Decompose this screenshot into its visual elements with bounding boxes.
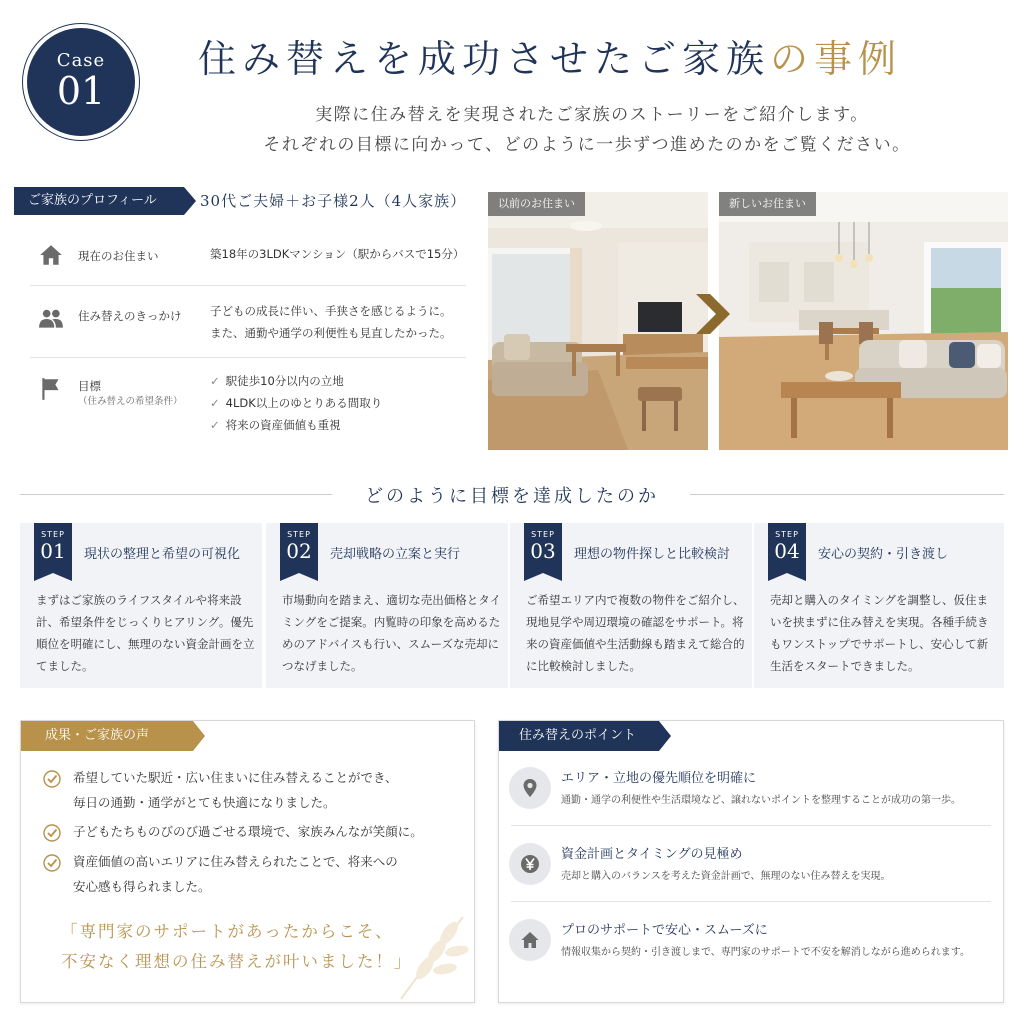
location-pin-icon <box>520 778 540 798</box>
goal-check-item: ✓ 将来の資産価値も重視 <box>210 418 341 432</box>
point-separator <box>511 825 991 826</box>
goal-check-item: ✓ 4LDK以上のゆとりある間取り <box>210 396 382 410</box>
profile-label <box>78 378 183 410</box>
step-badge <box>34 523 72 573</box>
photo-before <box>488 192 708 450</box>
voice-item <box>43 819 463 844</box>
step-number: 04 <box>774 539 800 563</box>
profile-label: 現在のお住まい <box>78 249 159 263</box>
voice-panel <box>20 720 475 1003</box>
steps-heading: どのように目標を達成したのか <box>365 486 659 507</box>
step-word: STEP <box>41 530 65 539</box>
voice-line: 安心感も得られました。 <box>73 879 211 894</box>
quote-line-1: 「専門家のサポートがあったからこそ、 <box>61 922 394 941</box>
house-icon <box>38 242 64 268</box>
profile-value: 築18年の3LDKマンション（駅からバスで15分） <box>210 247 465 261</box>
page-title <box>198 28 902 83</box>
goal-sublabel: （住み替えの希望条件） <box>78 396 183 407</box>
step-word: STEP <box>287 530 311 539</box>
goal-checklist <box>210 370 382 436</box>
profile-row-goal <box>30 358 466 448</box>
subtitle-line-1: 実際に住み替えを実現されたご家族のストーリーをご紹介します。 <box>315 105 869 125</box>
profile-value-line-1: 子どもの成長に伴い、手狭さを感じるように。 <box>210 304 452 318</box>
profile-value <box>210 300 452 344</box>
step-description: ご希望エリア内で複数の物件をご紹介し、現地見学や周辺環境の確認をサポート。将来の資産価値や生活動線も踏まえて総合的に比較検討しました。 <box>526 593 745 673</box>
divider-line-right <box>690 494 1004 495</box>
photo-after <box>719 192 1008 450</box>
step-title: 現状の整理と希望の可視化 <box>84 547 241 562</box>
quote-line-2: 不安なく理想の住み替えが叶いました！」 <box>61 952 413 971</box>
after-room-illustration <box>719 192 1008 450</box>
title-accent: の事例 <box>770 37 903 81</box>
flag-icon <box>38 376 64 402</box>
step-description: 市場動向を踏まえ、適切な売出価格とタイミングをご提案。内覧時の印象を高めるためのアドバイスも行い、スムーズな売却につなげました。 <box>282 593 501 673</box>
step-badge <box>524 523 562 573</box>
points-tag: 住み替えのポイント <box>499 721 659 751</box>
step-word: STEP <box>531 530 555 539</box>
goal-check-item: ✓ 駅徒歩10分以内の立地 <box>210 374 344 388</box>
photo-after-label: 新しいお住まい <box>719 192 816 216</box>
step-badge <box>280 523 318 573</box>
case-number: 01 <box>56 69 106 113</box>
point-description: 売却と購入のバランスを考えた資金計画で、無理のない住み替えを実現。 <box>561 871 891 882</box>
voice-item <box>43 849 463 899</box>
step-card-2 <box>266 523 508 688</box>
title-main: 住み替えを成功させたご家族 <box>198 37 771 81</box>
point-icon-circle <box>509 919 551 961</box>
voice-line: 毎日の通勤・通学がとても快適になりました。 <box>73 795 336 810</box>
subtitle-line-2: それぞれの目標に向かって、どのように一歩ずつ進めたのかをご覧ください。 <box>263 135 911 155</box>
point-title: プロのサポートで安心・スムーズに <box>561 923 768 938</box>
profile-family: 30代ご夫婦＋お子様2人（4人家族） <box>200 192 467 210</box>
profile-value-line-2: また、通勤や通学の利便性も見直したかった。 <box>210 326 452 340</box>
profile-row-trigger <box>30 286 466 358</box>
point-title: エリア・立地の優先順位を明確に <box>561 771 757 786</box>
point-description: 情報収集から契約・引き渡しまで、専門家のサポートで不安を解消しながら進められます。 <box>561 947 970 958</box>
chevron-right-icon <box>696 294 730 334</box>
check-circle-icon <box>43 770 61 788</box>
step-title: 理想の物件探しと比較検討 <box>574 547 731 562</box>
profile-label: 住み替えのきっかけ <box>78 309 182 323</box>
point-title: 資金計画とタイミングの見極め <box>561 847 743 862</box>
profile-tag: ご家族のプロフィール <box>14 187 184 215</box>
step-description: 売却と購入のタイミングを調整し、仮住まいを挟まずに住み替えを実現。各種手続きもワンストップでサポートし、安心して新生活をスタートできました。 <box>770 593 989 673</box>
points-panel <box>498 720 1004 1003</box>
step-number: 02 <box>286 539 312 563</box>
point-icon-circle <box>509 767 551 809</box>
voice-line: 資産価値の高いエリアに住み替えられたことで、将来への <box>73 854 398 869</box>
point-description: 通勤・通学の利便性や生活環境など、譲れないポイントを整理することが成功の第一歩。 <box>561 795 961 806</box>
before-room-illustration <box>488 192 708 450</box>
check-circle-icon <box>43 824 61 842</box>
voice-quote <box>61 917 413 977</box>
check-circle-icon <box>43 854 61 872</box>
step-title: 売却戦略の立案と実行 <box>330 547 461 562</box>
point-icon-circle <box>509 843 551 885</box>
people-icon <box>38 306 64 332</box>
voice-item <box>43 765 463 815</box>
photo-before-label: 以前のお住まい <box>488 192 585 216</box>
step-card-1 <box>20 523 262 688</box>
step-description: まずはご家族のライフスタイルや将来設計、希望条件をじっくりヒアリング。優先順位を明確にし、無理のない資金計画を立てました。 <box>36 593 255 673</box>
goal-label: 目標 <box>78 379 101 393</box>
step-title: 安心の契約・引き渡し <box>818 547 949 562</box>
voice-tag: 成果・ご家族の声 <box>21 721 193 751</box>
step-number: 01 <box>40 539 66 563</box>
step-card-3 <box>510 523 752 688</box>
case-word: Case <box>56 50 106 71</box>
profile-row-current-home <box>30 226 466 286</box>
point-separator <box>511 901 991 902</box>
voice-line: 希望していた駅近・広い住まいに住み替えることができ、 <box>73 770 398 785</box>
house-icon <box>520 930 540 950</box>
yen-icon <box>520 854 540 874</box>
step-number: 03 <box>530 539 556 563</box>
step-badge <box>768 523 806 573</box>
step-card-4 <box>754 523 1004 688</box>
step-word: STEP <box>775 530 799 539</box>
voice-line: 子どもたちものびのび過ごせる環境で、家族みんなが笑顔に。 <box>73 824 423 839</box>
